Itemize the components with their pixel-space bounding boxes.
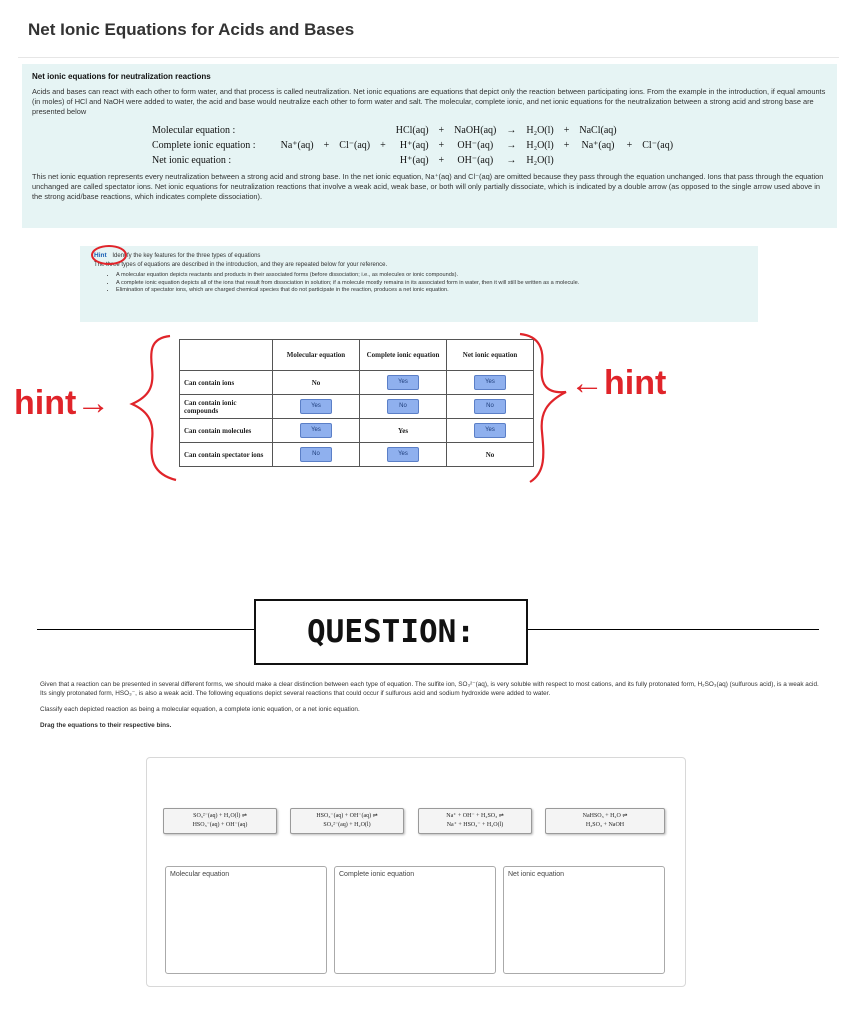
chip-line: H₂SO₃ + NaOH: [585, 822, 625, 828]
chip-line: HSO₃⁻(aq) + OH⁻(aq): [192, 822, 248, 828]
eq-op: →: [506, 140, 517, 151]
eq-term: Cl⁻(aq): [642, 140, 674, 151]
eq-op: +: [323, 140, 330, 151]
eq-op: +: [438, 140, 445, 151]
row-label: Can contain ions: [180, 371, 273, 395]
col-header: Molecular equation: [273, 340, 360, 371]
eq-term: Cl⁻(aq): [339, 140, 371, 151]
bin-label: Molecular equation: [170, 871, 230, 878]
chip-line: SO₃²⁻(aq) + H₂O(l) ⇌: [193, 813, 247, 819]
bin-label: Complete ionic equation: [339, 871, 415, 878]
question-divider-right: [528, 629, 819, 630]
intro-panel: [22, 64, 837, 228]
chip-line: HSO₃⁻(aq) + OH⁻(aq) ⇌: [316, 813, 378, 819]
question-instruction: Drag the equations to their respective bins.: [40, 722, 172, 729]
complete-label: Complete ionic equation :: [152, 140, 256, 151]
eq-op: →: [506, 125, 517, 136]
molecular-equation-row: [147, 123, 678, 138]
hint-intro: The three types of equations are described in the introduction, and they are repeated below for your reference.: [94, 262, 388, 268]
eq-term: H⁺(aq): [399, 140, 429, 151]
answer-button[interactable]: No: [474, 399, 506, 414]
row-label: Can contain molecules: [180, 419, 273, 443]
eq-term: OH⁻(aq): [457, 155, 494, 166]
chip-line: Na⁺ + HSO₃⁻ + H₂O(l): [446, 822, 504, 828]
eq-term: Na⁺(aq): [581, 140, 615, 151]
equation-chip-3[interactable]: [418, 808, 532, 834]
col-header: Complete ionic equation: [360, 340, 447, 371]
answer-button[interactable]: Yes: [387, 447, 419, 462]
equation-chip-2[interactable]: [290, 808, 404, 834]
hint-title: Identify the key features for the three types of equations: [112, 253, 261, 259]
table-row: [180, 371, 534, 395]
bin-molecular[interactable]: [165, 866, 327, 974]
hint-annotation-right: ←hint: [570, 364, 667, 402]
bin-label: Net ionic equation: [508, 871, 565, 878]
bin-complete-ionic[interactable]: [334, 866, 496, 974]
answer-button[interactable]: Yes: [300, 399, 332, 414]
question-text: [40, 680, 820, 737]
answer-button[interactable]: No: [300, 447, 332, 462]
table-cell: No: [447, 443, 534, 467]
answer-button[interactable]: No: [387, 399, 419, 414]
intro-heading: Net ionic equations for neutralization reactions: [32, 72, 211, 81]
eq-op: +: [438, 125, 445, 136]
answer-button[interactable]: Yes: [474, 423, 506, 438]
eq-term: H₂O(l): [526, 140, 554, 151]
eq-op: →: [506, 155, 517, 166]
net-label: Net ionic equation :: [152, 155, 232, 166]
eq-term: NaCl(aq): [579, 125, 617, 136]
eq-term: H₂O(l): [526, 155, 554, 166]
answer-button[interactable]: Yes: [300, 423, 332, 438]
equation-table: [147, 123, 678, 168]
intro-paragraph-2: This net ionic equation represents every neutralization between a strong acid and strong base. In the net ionic equation, Na⁺(aq) and Cl⁻(aq) are omitted because they pass through the equation unchanged. Ions that pass through the equation unchanged are called spectator ions. Net ionic equations for neutralization reactions that involve a weak acid, weak base, or both will only partially dissociate, which is indicated by a double arrow (as opposed to the single arrow used above in the strong acid/base reactions, which indicates complete dissociation).: [32, 172, 824, 201]
hint-list: [116, 272, 744, 295]
hint-annotation-left: hint→: [14, 384, 111, 422]
chip-line: SO₃²⁻(aq) + H₂O(l): [323, 822, 371, 828]
title-divider: [18, 57, 839, 58]
eq-op: +: [563, 140, 570, 151]
table-row: [180, 443, 534, 467]
question-banner: QUESTION:: [254, 599, 528, 665]
hint-item: • A complete ionic equation depicts all of the ions that result from dissociation in solution; if a molecule mostly remains in its associated form in water, then it will still be written as a molecule.: [116, 280, 744, 288]
eq-term: NaOH(aq): [454, 125, 497, 136]
equation-chip-4[interactable]: [545, 808, 665, 834]
table-cell: Yes: [360, 419, 447, 443]
eq-term: H⁺(aq): [399, 155, 429, 166]
chip-line: NaHSO₃ + H₂O ⇌: [582, 813, 628, 819]
left-brace-annotation: [132, 336, 176, 480]
table-row: [180, 395, 534, 419]
question-paragraph-2: Classify each depicted reaction as being a molecular equation, a complete ionic equation, or a net ionic equation.: [40, 706, 360, 713]
eq-op: +: [380, 140, 386, 151]
table-row: [180, 419, 534, 443]
question-divider-left: [37, 629, 254, 630]
hint-item: • Elimination of spectator ions, which are charged chemical species that do not participate in the reaction, produces a net ionic equation.: [116, 287, 744, 295]
molecular-label: Molecular equation :: [152, 125, 236, 136]
page-title: Net Ionic Equations for Acids and Bases: [28, 20, 355, 39]
chip-line: Na⁺ + OH⁻ + H₂SO₃ ⇌: [446, 813, 504, 819]
eq-term: OH⁻(aq): [457, 140, 494, 151]
answer-button[interactable]: Yes: [474, 375, 506, 390]
bin-net-ionic[interactable]: [503, 866, 665, 974]
equation-chip-1[interactable]: [163, 808, 277, 834]
question-paragraph-1: Given that a reaction can be presented in several different forms, we should make a clear distinction between each type of equation. The sulfite ion, SO₃²⁻(aq), is very soluble with respect to most cations, and its fully protonated form, H₂SO₃(aq) (sulfurous acid), is a weak acid. Its singly protonated form, HSO₃⁻, is also a weak acid. The following equations depict several reactions that could occur if sulfurous acid and sodium hydroxide were added to water.: [40, 681, 819, 697]
eq-term: HCl(aq): [395, 125, 429, 136]
hint-panel: [80, 246, 758, 322]
eq-op: +: [626, 140, 633, 151]
table-cell: No: [273, 371, 360, 395]
col-header: Net ionic equation: [447, 340, 534, 371]
row-label: Can contain ionic compounds: [180, 395, 273, 419]
complete-equation-row: [147, 138, 678, 153]
equation-types-table: [179, 339, 534, 467]
hint-circle-annotation: [91, 245, 127, 265]
intro-paragraph-1: Acids and bases can react with each other to form water, and that process is called neutralization. Net ionic equations are equations that depict only the reaction between participating ions. From the example in the introduction, if equal amounts (in moles) of HCl and NaOH were added to water, the acid and base would neutralize each other to form water and salt. The molecular, complete ionic, and net ionic equations for the neutralization between a strong acid and strong base are presented below: [32, 87, 826, 116]
eq-op: +: [438, 155, 445, 166]
table-corner: [180, 340, 273, 371]
eq-op: +: [563, 125, 570, 136]
hint-item: • A molecular equation depicts reactants and products in their associated forms (before dissociation; i.e., as molecules or ionic compounds).: [116, 272, 744, 280]
eq-term: Na⁺(aq): [280, 140, 314, 151]
row-label: Can contain spectator ions: [180, 443, 273, 467]
eq-term: H₂O(l): [526, 125, 554, 136]
answer-button[interactable]: Yes: [387, 375, 419, 390]
net-equation-row: [147, 153, 678, 168]
hint-toggle[interactable]: Hint: [94, 252, 107, 259]
